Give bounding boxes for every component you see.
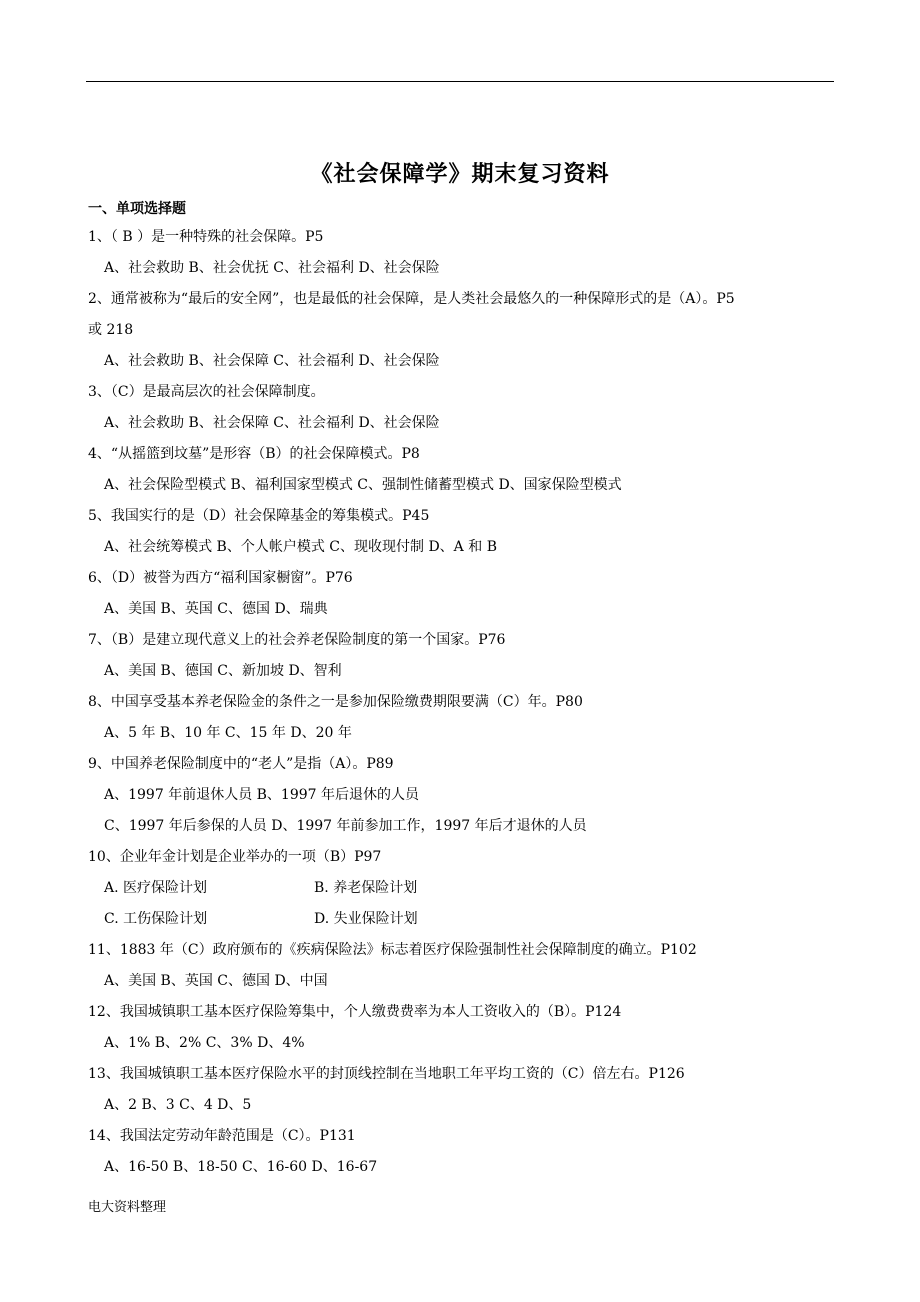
question-10-options-row-2 xyxy=(88,904,838,935)
question-7: 7、（B）是建立现代意义上的社会养老保险制度的第一个国家。P76 xyxy=(88,632,506,648)
document-title: 《社会保障学》期末复习资料 xyxy=(310,162,610,187)
question-8-options: A、5 年 B、10 年 C、15 年 D、20 年 xyxy=(104,725,352,741)
question-1-options: A、社会救助 B、社会优抚 C、社会福利 D、社会保险 xyxy=(104,260,440,276)
question-3-options: A、社会救助 B、社会保障 C、社会福利 D、社会保险 xyxy=(104,415,440,431)
question-list xyxy=(88,222,838,1183)
question-10-option-b: B. 养老保险计划 xyxy=(314,880,418,896)
question-5: 5、我国实行的是（D）社会保障基金的筹集模式。P45 xyxy=(88,508,430,524)
question-2-options: A、社会救助 B、社会保障 C、社会福利 D、社会保险 xyxy=(104,353,440,369)
question-14: 14、我国法定劳动年龄范围是（C）。P131 xyxy=(88,1128,356,1144)
question-10-option-c: C. 工伤保险计划 xyxy=(104,911,208,927)
question-12: 12、我国城镇职工基本医疗保险筹集中，个人缴费费率为本人工资收入的（B）。P124 xyxy=(88,1004,622,1020)
question-9: 9、中国养老保险制度中的“老人”是指（A）。P89 xyxy=(88,756,394,772)
question-14-options: A、16-50 B、18-50 C、16-60 D、16-67 xyxy=(104,1159,378,1175)
question-1: 1、（ B ）是一种特殊的社会保障。P5 xyxy=(88,229,324,245)
header-rule xyxy=(86,81,834,82)
page-footer: 电大资料整理 xyxy=(88,1200,167,1215)
question-11-options: A、美国 B、英国 C、德国 D、中国 xyxy=(104,973,328,989)
question-4: 4、“从摇篮到坟墓”是形容（B）的社会保障模式。P8 xyxy=(88,446,420,462)
question-7-options: A、美国 B、德国 C、新加坡 D、智利 xyxy=(104,663,342,679)
question-2: 2、通常被称为“最后的安全网”，也是最低的社会保障，是人类社会最悠久的一种保障形式的是（A）。P5 xyxy=(88,291,735,307)
question-4-options: A、社会保险型模式 B、福利国家型模式 C、强制性储蓄型模式 D、国家保险型模式 xyxy=(104,477,622,493)
question-10-option-d: D. 失业保险计划 xyxy=(314,911,418,927)
question-9-options-a: A、1997 年前退休人员 B、1997 年后退休的人员 xyxy=(104,787,420,803)
question-13: 13、我国城镇职工基本医疗保险水平的封顶线控制在当地职工年平均工资的（C）倍左右。P126 xyxy=(88,1066,685,1082)
question-5-options: A、社会统筹模式 B、个人帐户模式 C、现收现付制 D、A 和 B xyxy=(104,539,497,555)
question-8: 8、中国享受基本养老保险金的条件之一是参加保险缴费期限要满（C）年。P80 xyxy=(88,694,583,710)
question-6-options: A、美国 B、英国 C、德国 D、瑞典 xyxy=(104,601,328,617)
question-6: 6、（D）被誉为西方“福利国家橱窗”。P76 xyxy=(88,570,353,586)
question-12-options: A、1% B、2% C、3% D、4% xyxy=(104,1035,305,1051)
question-11: 11、1883 年（C）政府颁布的《疾病保险法》标志着医疗保险强制性社会保障制度的确立。P102 xyxy=(88,942,697,958)
question-10: 10、企业年金计划是企业举办的一项（B）P97 xyxy=(88,849,382,865)
section-heading: 一、单项选择题 xyxy=(88,201,186,217)
question-9-options-b: C、1997 年后参保的人员 D、1997 年前参加工作，1997 年后才退休的人员 xyxy=(104,818,587,834)
question-2-continued: 或 218 xyxy=(88,322,134,338)
question-3: 3、（C）是最高层次的社会保障制度。 xyxy=(88,384,325,400)
question-13-options: A、2 B、3 C、4 D、5 xyxy=(104,1097,252,1113)
question-10-options-row-1 xyxy=(88,873,838,904)
question-10-option-a: A. 医疗保险计划 xyxy=(104,880,208,896)
